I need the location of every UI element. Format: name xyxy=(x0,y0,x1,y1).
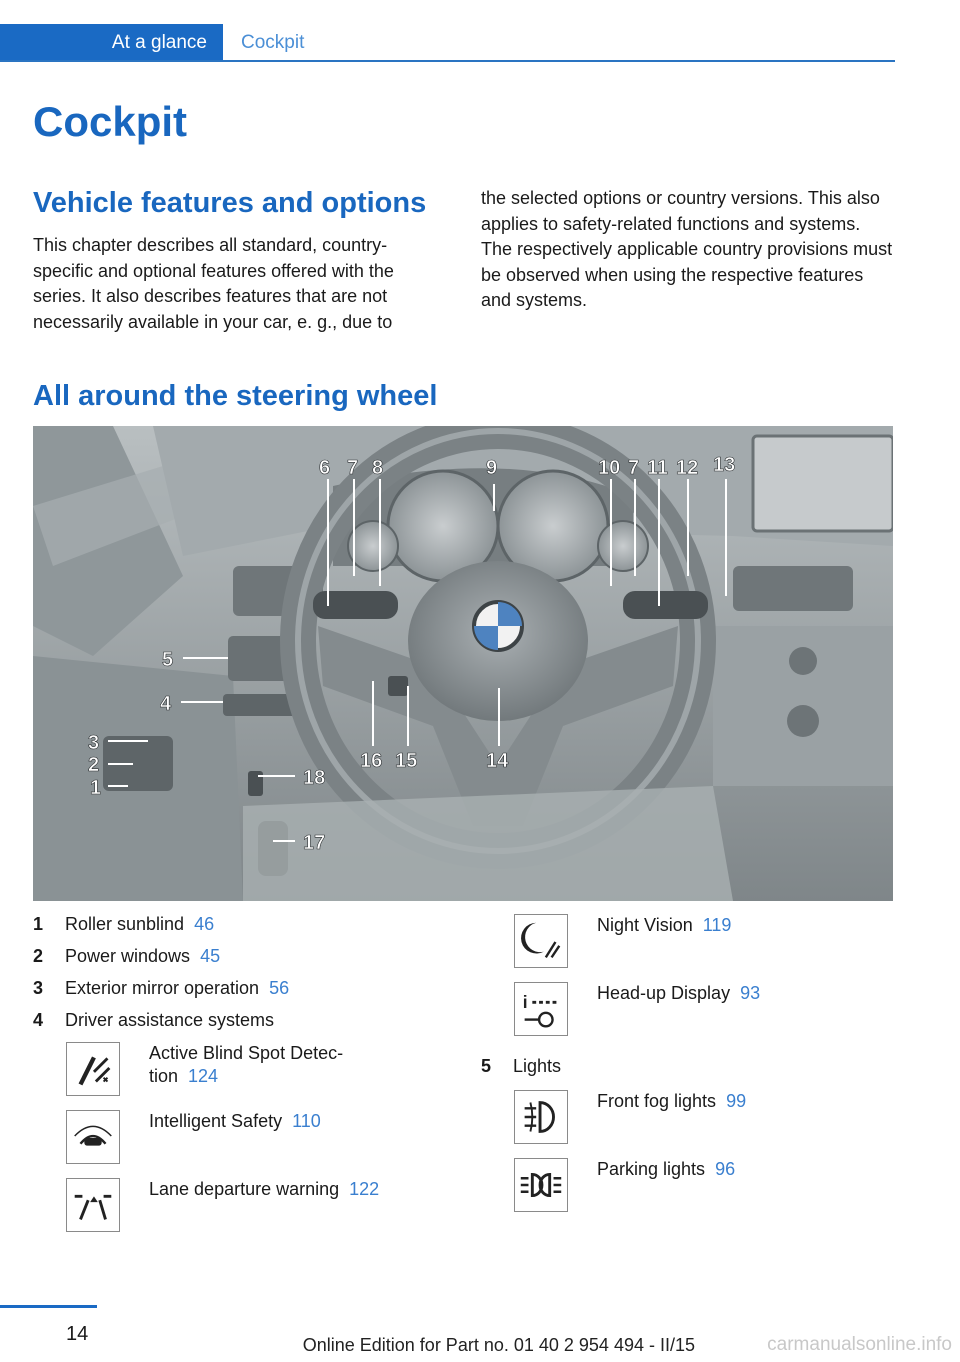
callout-15: 15 xyxy=(395,750,418,772)
sub-item-intelligent-safety: Intelligent Safety 110 xyxy=(149,1111,321,1131)
page-ref-link[interactable]: 119 xyxy=(702,915,732,935)
page-ref-link[interactable]: 56 xyxy=(269,978,290,998)
header-rule xyxy=(0,60,895,62)
sub-item-night-vision: Night Vision 119 xyxy=(597,915,732,935)
callout-4: 4 xyxy=(160,693,172,715)
page-ref-link[interactable]: 46 xyxy=(194,914,215,934)
callout-14: 14 xyxy=(486,750,509,772)
callout-16: 16 xyxy=(360,750,383,772)
intro-paragraph-left: This chapter describes all standard, country-specific and optional features offered with the series. It also describes features that are not necessarily available in your car, e. g., due to xyxy=(33,235,394,332)
list-item-label: Roller sunblind xyxy=(65,914,185,934)
footer-rule xyxy=(0,1305,97,1308)
section-heading-steering-wheel: All around the steering wheel xyxy=(33,380,438,412)
page-ref-link[interactable]: 124 xyxy=(188,1066,219,1086)
callout-6: 6 xyxy=(319,457,331,479)
section-heading-vehicle-features: Vehicle features and options xyxy=(33,187,427,219)
intelligent-safety-icon xyxy=(66,1110,120,1164)
list-item-label: Power windows xyxy=(65,946,191,966)
page-ref-link[interactable]: 93 xyxy=(740,983,761,1003)
fog-light-icon xyxy=(514,1090,568,1144)
svg-text:i: i xyxy=(522,992,528,1013)
sub-item-blind-spot: Active Blind Spot Detec- tion 124 xyxy=(149,1043,344,1086)
callout-17: 17 xyxy=(303,832,326,854)
legend-list-right: Night Vision 119 i Head-up Display 93 5 Lights Front fog lights 99 Parking lights 96 xyxy=(481,914,893,1214)
callout-3: 3 xyxy=(88,732,100,754)
callout-7b: 7 xyxy=(628,457,640,479)
blind-spot-icon xyxy=(66,1042,120,1096)
lane-departure-icon xyxy=(66,1178,120,1232)
callout-5: 5 xyxy=(162,649,174,671)
callout-8: 8 xyxy=(372,457,384,479)
callout-9: 9 xyxy=(486,457,498,479)
callout-10: 10 xyxy=(598,457,621,479)
callout-18: 18 xyxy=(303,767,326,789)
page-ref-link[interactable]: 110 xyxy=(292,1111,321,1131)
page-ref-link[interactable]: 96 xyxy=(715,1159,736,1179)
sub-item-fog-lights: Front fog lights 99 xyxy=(597,1091,747,1111)
callout-1: 1 xyxy=(90,777,102,799)
sub-item-lane-departure: Lane departure warning 122 xyxy=(149,1179,380,1199)
list-item-label: Lights xyxy=(513,1056,562,1076)
page-ref-link[interactable]: 45 xyxy=(200,946,221,966)
cockpit-illustration xyxy=(33,426,893,901)
callout-12: 12 xyxy=(676,457,699,479)
page-ref-link[interactable]: 122 xyxy=(349,1179,380,1199)
edition-note: Online Edition for Part no. 01 40 2 954 494 - II/15 xyxy=(302,1335,695,1355)
parking-light-icon xyxy=(514,1158,568,1212)
list-item-label: Exterior mirror operation xyxy=(65,978,260,998)
page-number: 14 xyxy=(66,1323,89,1345)
night-vision-icon xyxy=(514,914,568,968)
legend-list-left: 1 Roller sunblind 46 2 Power windows 45 3 Exterior mirror operation 56 4 Driver assistance systems Active Blind Spot Detec- tion 124 Intelligent Safety 110 Lane departure warning 122 xyxy=(33,914,453,1244)
watermark: carmanualsonline.info xyxy=(767,1334,952,1355)
page-title: Cockpit xyxy=(33,98,188,145)
head-up-display-icon xyxy=(514,982,568,1036)
sub-item-parking-lights: Parking lights 96 xyxy=(597,1159,736,1179)
callout-13: 13 xyxy=(713,454,736,476)
page-ref-link[interactable]: 99 xyxy=(726,1091,747,1111)
intro-paragraph-right: the selected options or country versions. This also applies to safety-related functions and systems. The respectively applicable country provisions must be observed when using the respective features and systems. xyxy=(481,188,893,310)
list-item-label: Driver assistance systems xyxy=(65,1010,275,1030)
callout-11: 11 xyxy=(647,457,669,479)
callout-2: 2 xyxy=(88,754,100,776)
tab-cockpit[interactable]: Cockpit xyxy=(241,32,305,53)
header-bar xyxy=(0,24,895,62)
sub-item-head-up-display: Head-up Display 93 xyxy=(597,983,761,1003)
cockpit-drawing xyxy=(33,426,893,901)
tab-at-a-glance[interactable]: At a glance xyxy=(0,24,223,62)
callout-7: 7 xyxy=(347,457,359,479)
